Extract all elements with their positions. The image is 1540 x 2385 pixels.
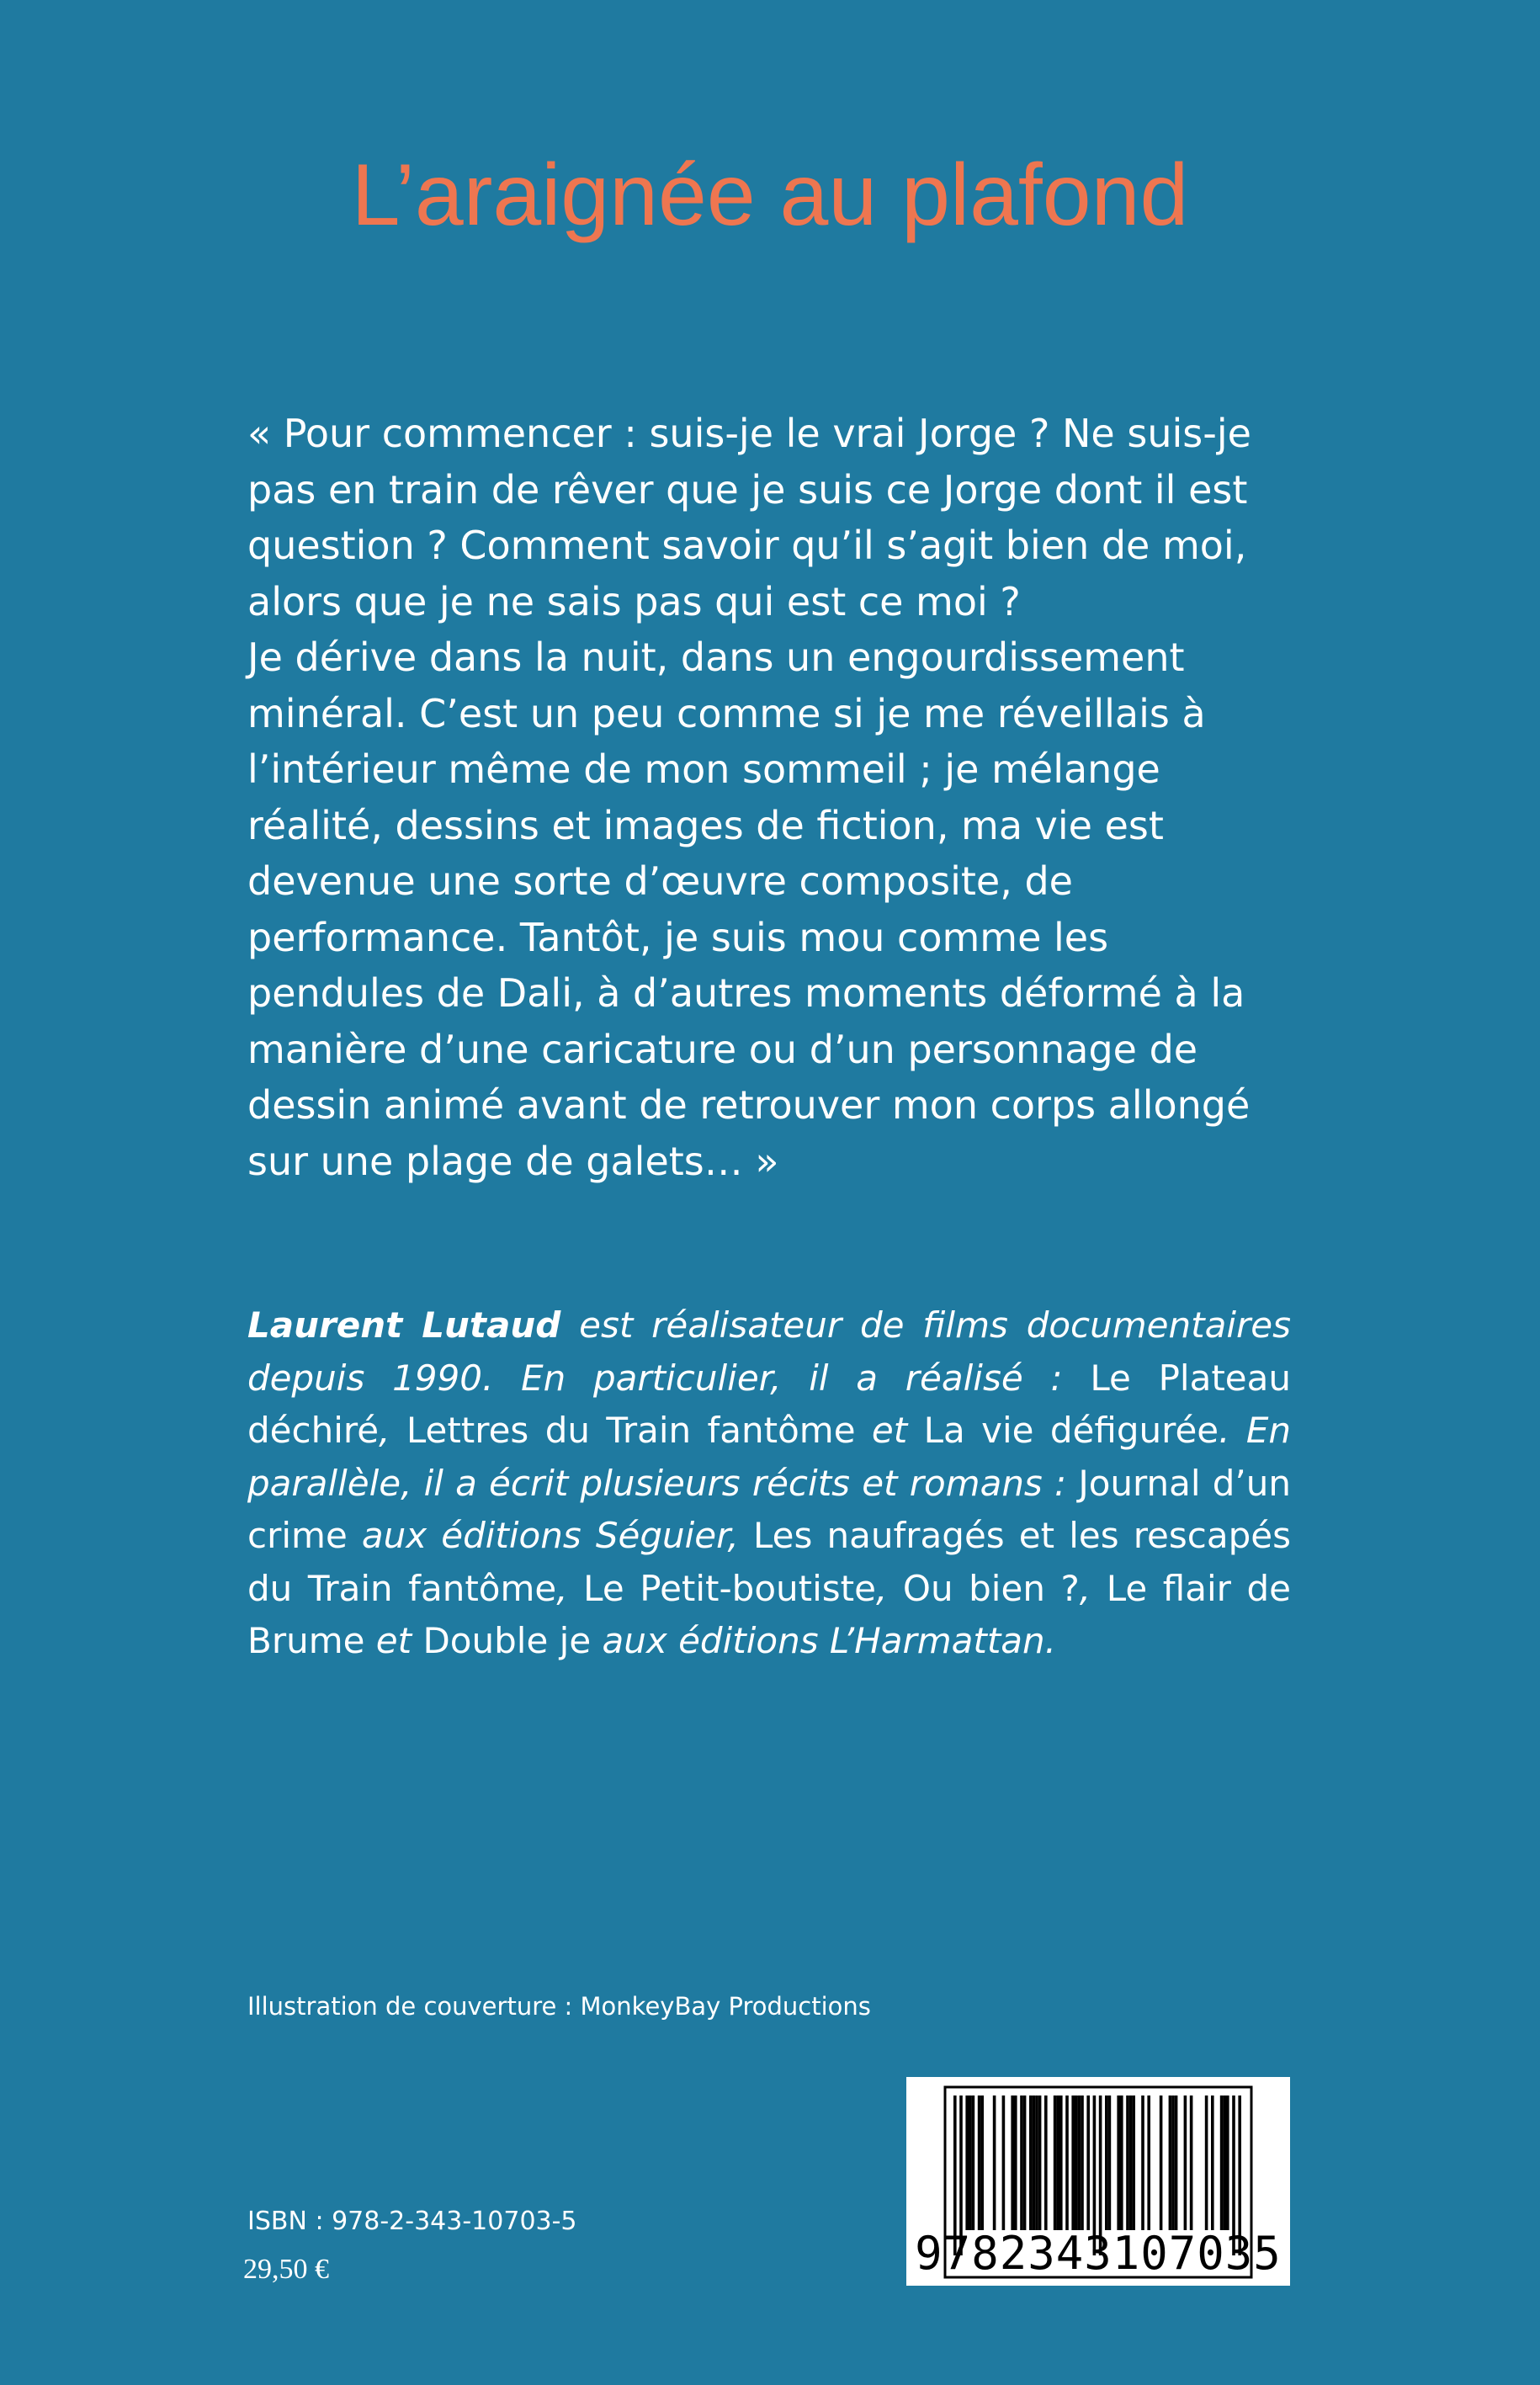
barcode — [906, 2077, 1290, 2286]
barcode-bar — [1117, 2096, 1120, 2230]
barcode-bar — [1184, 2096, 1187, 2230]
barcode-bar — [1169, 2096, 1172, 2230]
barcode-bar — [1120, 2096, 1123, 2230]
barcode-bar — [1035, 2096, 1038, 2230]
barcode-bar — [1038, 2096, 1042, 2230]
work-title: Journal d’un crime — [247, 1462, 1292, 1556]
barcode-bar — [1044, 2096, 1048, 2230]
work-title: La vie défigurée — [923, 1410, 1219, 1451]
barcode-bar — [972, 2096, 975, 2230]
quote-paragraph: Je dérive dans la nuit, dans un engourdissement minéral. C’est un peu comme si je me réveillais à l’intérieur même de mon sommeil ; je mélange réalité, dessins et images de fiction, ma vie est devenue une sorte d’œuvre composite, de performance. Tantôt, je suis mou comme les pendules de Dali, à d’autres moments déformé à la manière d’une caricature ou d’un personnage de dessin animé avant de retrouver mon corps allongé sur une plage de galets… » — [247, 635, 1251, 1184]
barcode-bar — [1129, 2096, 1133, 2230]
barcode-bar — [1011, 2096, 1014, 2230]
bio-text: , — [379, 1410, 406, 1451]
barcode-bar — [1223, 2096, 1226, 2230]
quote-paragraph: « Pour commencer : suis-je le vrai Jorge ? Ne suis-je pas en train de rêver que je suis ce Jorge dont il est question ? Comment savoir qu’il s’agit bien de moi, alors que je ne sais pas qui est ce moi ? — [247, 411, 1251, 624]
barcode-bar — [1226, 2096, 1229, 2230]
barcode-bar — [1126, 2096, 1129, 2230]
book-title: L’araignée au plafond — [351, 146, 1189, 244]
blurb-quote — [247, 406, 1291, 1189]
barcode-bar — [1211, 2096, 1214, 2230]
bio-text: . En parallèle, il a écrit plusieurs récits et romans : — [247, 1410, 1292, 1504]
barcode-bar — [1014, 2096, 1017, 2230]
work-title: Ou bien ? — [902, 1567, 1080, 1609]
barcode-bar — [1081, 2096, 1084, 2230]
barcode-bar — [1075, 2096, 1078, 2230]
work-title: Le flair de Brume — [247, 1567, 1291, 1661]
bio-text: aux éditions Séguier, — [347, 1515, 754, 1556]
bio-text: et — [364, 1620, 423, 1661]
bio-text: est réalisateur de films documentaires depuis 1990. En particulier, il a réalisé : — [247, 1304, 1291, 1399]
barcode-bar — [969, 2096, 972, 2230]
work-title: Les naufragés et les rescapés du Train fantôme — [247, 1515, 1291, 1609]
barcode-digits: 9782343107035 — [915, 2227, 1282, 2280]
barcode-bar — [980, 2096, 984, 2230]
barcode-bar — [993, 2096, 996, 2230]
work-title: Double je — [422, 1620, 592, 1661]
barcode-bar — [1002, 2096, 1006, 2230]
barcode-bar — [1054, 2096, 1057, 2230]
bio-text: et — [855, 1410, 924, 1451]
work-title: Le Plateau déchiré — [247, 1357, 1291, 1451]
bio-text: , — [875, 1567, 903, 1609]
barcode-bar — [1132, 2096, 1135, 2230]
barcode-bar — [1033, 2096, 1036, 2230]
barcode-bar — [1175, 2096, 1178, 2230]
barcode-bar — [1086, 2096, 1090, 2230]
barcode-bar — [1023, 2096, 1027, 2230]
cover-illustration-credit: Illustration de couverture : MonkeyBay Productions — [247, 1992, 871, 2021]
work-title: Le Petit-boutiste — [583, 1567, 876, 1609]
barcode-bar — [1105, 2096, 1108, 2230]
barcode-bar — [965, 2096, 969, 2230]
bio-text: , — [1079, 1567, 1107, 1609]
barcode-bar — [1056, 2096, 1059, 2230]
barcode-bar — [1220, 2096, 1224, 2230]
barcode-bar — [1078, 2096, 1081, 2230]
barcode-bar — [1108, 2096, 1112, 2230]
bio-text: aux éditions L’Harmattan. — [591, 1620, 1057, 1661]
barcode-bar — [1065, 2096, 1069, 2230]
work-title: Lettres du Train fantôme — [406, 1410, 856, 1451]
barcode-bar — [1190, 2096, 1193, 2230]
bio-text: , — [556, 1567, 584, 1609]
barcode-bar — [1059, 2096, 1063, 2230]
barcode-bar — [1160, 2096, 1163, 2230]
barcode-bar — [1205, 2096, 1208, 2230]
barcode-bar — [1141, 2096, 1144, 2230]
barcode-bar — [1020, 2096, 1023, 2230]
isbn-number: ISBN : 978-2-343-10703-5 — [247, 2207, 577, 2236]
author-bio — [247, 1299, 1291, 1668]
price: 29,50 € — [243, 2254, 329, 2285]
barcode-bar — [1071, 2096, 1075, 2230]
barcode-bar — [1171, 2096, 1175, 2230]
author-name: Laurent Lutaud — [247, 1304, 561, 1346]
barcode-bar — [1147, 2096, 1150, 2230]
barcode-bar — [1029, 2096, 1033, 2230]
barcode-bar — [978, 2096, 981, 2230]
